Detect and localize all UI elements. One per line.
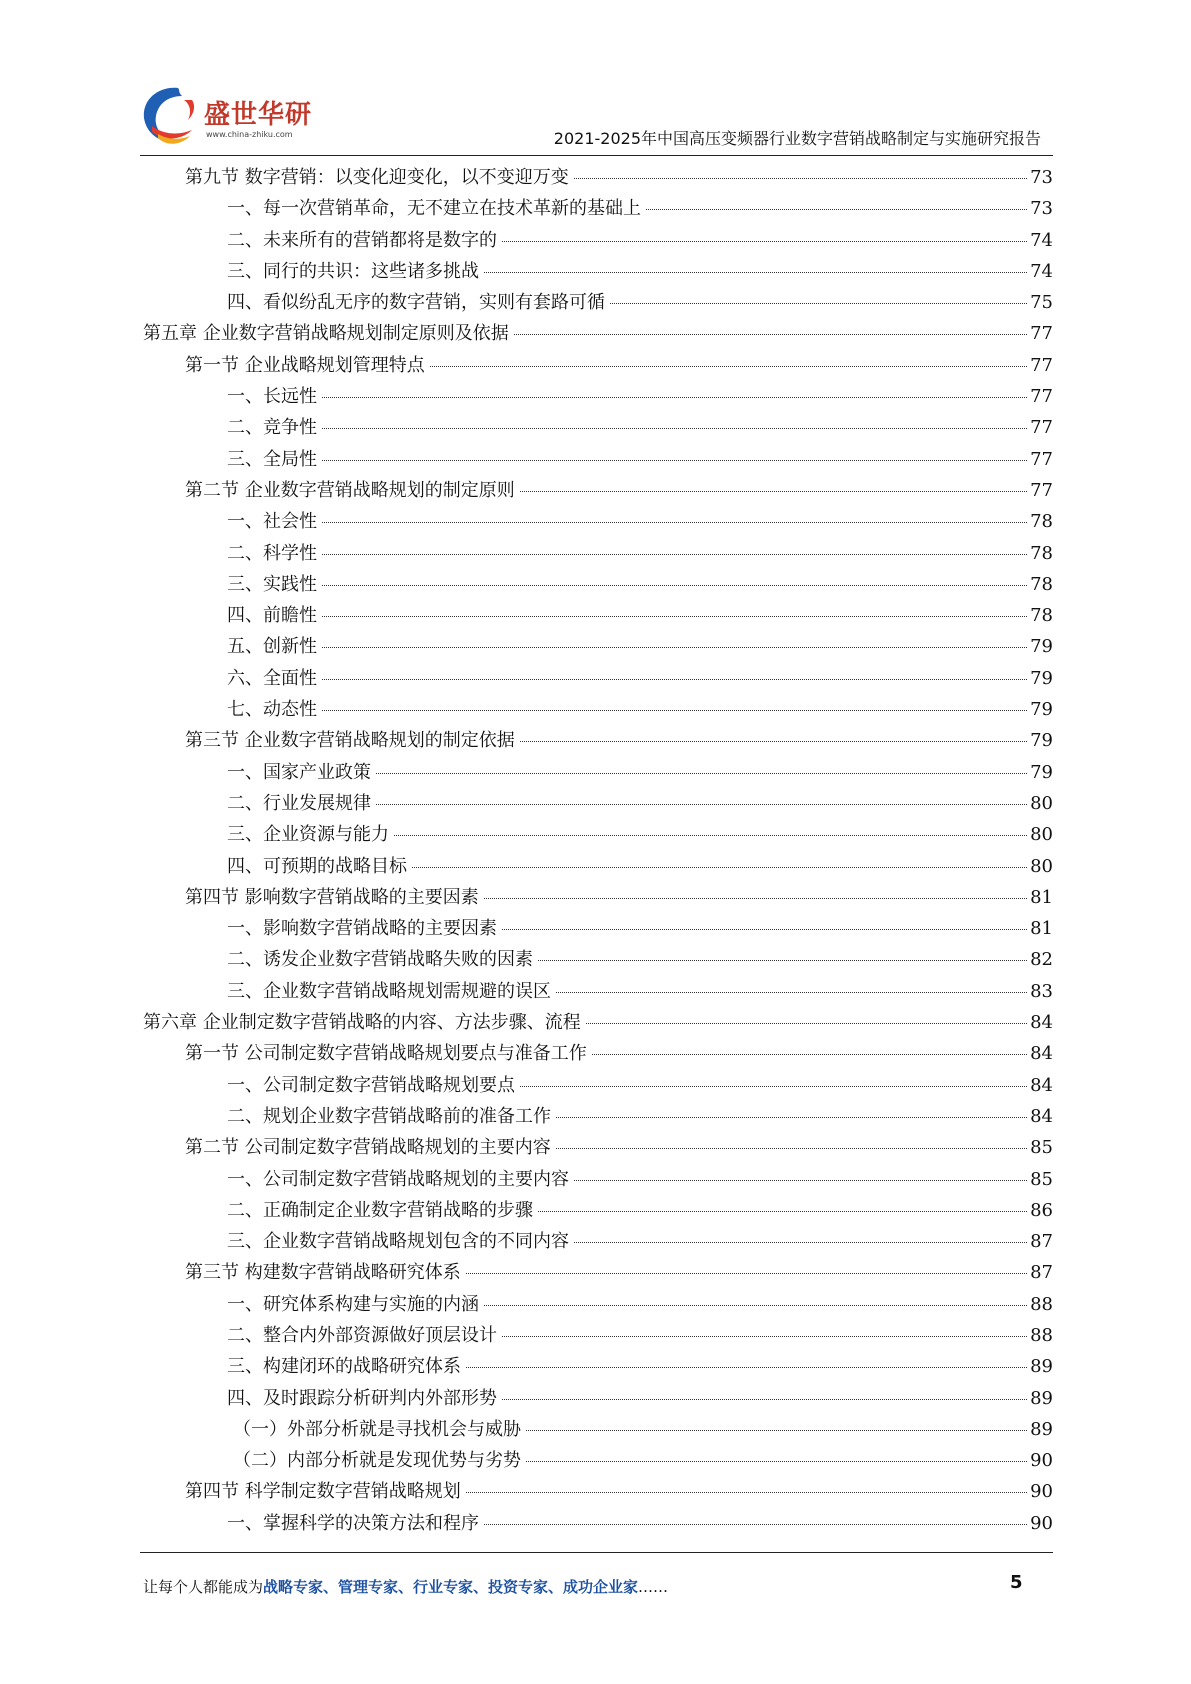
header-divider [140, 155, 1053, 156]
toc-entry-page: 89 [1030, 1387, 1053, 1409]
toc-entry-page: 82 [1030, 949, 1053, 971]
table-of-contents [143, 162, 1053, 1539]
toc-leader-dots [574, 178, 1027, 179]
toc-leader-dots [394, 835, 1027, 836]
toc-entry[interactable] [143, 412, 1053, 443]
toc-leader-dots [322, 679, 1027, 680]
toc-entry-title: 第一节 企业战略规划管理特点 [185, 354, 425, 376]
toc-leader-dots [466, 1273, 1027, 1274]
toc-leader-dots [322, 585, 1027, 586]
toc-entry-page: 88 [1030, 1324, 1053, 1346]
toc-entry[interactable] [143, 1445, 1053, 1476]
toc-entry-title: 四、前瞻性 [227, 605, 317, 627]
toc-entry-page: 84 [1030, 1074, 1053, 1096]
toc-entry[interactable] [143, 1320, 1053, 1351]
toc-entry-title: 三、全局性 [227, 448, 317, 470]
toc-entry-page: 75 [1030, 292, 1053, 314]
toc-leader-dots [502, 929, 1027, 930]
toc-entry[interactable] [143, 663, 1053, 694]
toc-leader-dots [376, 773, 1027, 774]
toc-entry-page: 79 [1030, 699, 1053, 721]
toc-entry-page: 84 [1030, 1043, 1053, 1065]
toc-entry-page: 78 [1030, 511, 1053, 533]
toc-entry-title: 一、研究体系构建与实施的内涵 [227, 1293, 479, 1315]
toc-entry-title: 三、同行的共识：这些诸多挑战 [227, 260, 479, 282]
toc-entry-page: 84 [1030, 1105, 1053, 1127]
toc-entry-title: 第九节 数字营销：以变化迎变化，以不变迎万变 [185, 167, 569, 188]
toc-entry-page: 79 [1030, 730, 1053, 752]
toc-entry-title: 四、看似纷乱无序的数字营销，实则有套路可循 [227, 292, 605, 314]
toc-leader-dots [520, 1086, 1027, 1087]
toc-leader-dots [322, 554, 1027, 555]
toc-entry-title: 第三节 构建数字营销战略研究体系 [185, 1262, 461, 1284]
slogan-prefix: 让每个人都能成为 [143, 1578, 264, 1596]
toc-entry[interactable] [143, 1289, 1053, 1320]
toc-leader-dots [502, 241, 1027, 242]
toc-entry-page: 87 [1030, 1231, 1053, 1253]
toc-entry-page: 86 [1030, 1199, 1053, 1221]
toc-entry-title: 第四节 科学制定数字营销战略规划 [185, 1481, 461, 1503]
toc-entry[interactable] [143, 757, 1053, 788]
toc-entry[interactable] [143, 162, 1053, 193]
toc-leader-dots [484, 1305, 1027, 1306]
toc-leader-dots [322, 616, 1027, 617]
toc-leader-dots [412, 867, 1027, 868]
toc-entry[interactable] [143, 444, 1053, 475]
toc-leader-dots [526, 1430, 1027, 1431]
toc-entry-title: 三、企业数字营销战略规划包含的不同内容 [227, 1231, 569, 1253]
toc-entry-page: 77 [1030, 323, 1053, 345]
toc-leader-dots [322, 428, 1027, 429]
toc-leader-dots [556, 1148, 1027, 1149]
toc-entry-title: 二、竞争性 [227, 417, 317, 439]
toc-leader-dots [592, 1054, 1027, 1055]
toc-leader-dots [556, 992, 1027, 993]
toc-entry[interactable] [143, 569, 1053, 600]
toc-entry-title: 二、行业发展规律 [227, 792, 371, 814]
toc-entry-page: 85 [1030, 1137, 1053, 1159]
toc-leader-dots [538, 1211, 1027, 1212]
slogan-suffix: …… [638, 1578, 669, 1596]
toc-leader-dots [646, 209, 1027, 210]
toc-entry[interactable] [143, 475, 1053, 506]
toc-entry-title: 一、公司制定数字营销战略规划要点 [227, 1074, 515, 1096]
toc-entry-page: 83 [1030, 980, 1053, 1002]
toc-entry[interactable] [143, 538, 1053, 569]
toc-entry-title: 第五章 企业数字营销战略规划制定原则及依据 [143, 323, 509, 345]
toc-entry-page: 78 [1030, 605, 1053, 627]
toc-leader-dots [502, 1336, 1027, 1337]
toc-entry[interactable] [143, 631, 1053, 662]
toc-entry[interactable] [143, 225, 1053, 256]
logo-url: www.china-zhiku.com [206, 130, 293, 139]
toc-entry-title: 三、企业资源与能力 [227, 824, 389, 846]
toc-entry[interactable] [143, 1101, 1053, 1132]
toc-entry[interactable] [143, 882, 1053, 913]
toc-entry-page: 74 [1030, 260, 1053, 282]
footer-divider [140, 1552, 1053, 1553]
toc-entry[interactable] [143, 381, 1053, 412]
toc-entry[interactable] [143, 1070, 1053, 1101]
toc-entry[interactable] [143, 1164, 1053, 1195]
toc-entry[interactable] [143, 1038, 1053, 1069]
toc-entry-page: 85 [1030, 1168, 1053, 1190]
toc-entry-title: 一、掌握科学的决策方法和程序 [227, 1512, 479, 1534]
toc-entry-title: 三、企业数字营销战略规划需规避的误区 [227, 980, 551, 1002]
toc-entry-page: 80 [1030, 792, 1053, 814]
toc-entry[interactable] [143, 350, 1053, 381]
toc-entry-title: 一、公司制定数字营销战略规划的主要内容 [227, 1168, 569, 1190]
toc-entry-page: 89 [1030, 1356, 1053, 1378]
toc-entry-title: 三、构建闭环的战略研究体系 [227, 1356, 461, 1378]
toc-entry-title: （二）内部分析就是发现优势与劣势 [233, 1450, 521, 1472]
toc-entry-page: 77 [1030, 386, 1053, 408]
toc-entry-page: 81 [1030, 886, 1053, 908]
page-number: 5 [1010, 1572, 1023, 1593]
toc-leader-dots [502, 1399, 1027, 1400]
toc-entry-page: 77 [1030, 354, 1053, 376]
toc-entry[interactable] [143, 694, 1053, 725]
toc-entry-title: 四、可预期的战略目标 [227, 855, 407, 877]
toc-entry[interactable] [143, 851, 1053, 882]
toc-entry-page: 80 [1030, 824, 1053, 846]
toc-leader-dots [322, 397, 1027, 398]
toc-entry-title: 二、诱发企业数字营销战略失败的因素 [227, 949, 533, 971]
toc-entry[interactable] [143, 913, 1053, 944]
toc-leader-dots [466, 1492, 1027, 1493]
toc-entry-title: 第四节 影响数字营销战略的主要因素 [185, 886, 479, 908]
toc-entry[interactable] [143, 256, 1053, 287]
toc-entry[interactable] [143, 600, 1053, 631]
toc-entry-title: 二、整合内外部资源做好顶层设计 [227, 1324, 497, 1346]
toc-entry[interactable] [143, 819, 1053, 850]
toc-entry-page: 81 [1030, 918, 1053, 940]
toc-entry-title: 六、全面性 [227, 667, 317, 689]
toc-entry-title: 七、动态性 [227, 699, 317, 721]
toc-leader-dots [514, 334, 1027, 335]
toc-entry[interactable] [143, 1195, 1053, 1226]
logo-text: 盛世华研 [204, 100, 313, 130]
toc-entry-page: 79 [1030, 667, 1053, 689]
toc-entry[interactable] [143, 1351, 1053, 1382]
toc-entry-title: 第六章 企业制定数字营销战略的内容、方法步骤、流程 [143, 1012, 581, 1034]
toc-leader-dots [484, 272, 1027, 273]
toc-entry-title: 二、正确制定企业数字营销战略的步骤 [227, 1199, 533, 1221]
toc-entry-title: 二、未来所有的营销都将是数字的 [227, 229, 497, 251]
toc-entry[interactable] [143, 1226, 1053, 1257]
toc-entry[interactable] [143, 1132, 1053, 1163]
toc-entry-page: 79 [1030, 761, 1053, 783]
toc-leader-dots [322, 647, 1027, 648]
toc-leader-dots [526, 1461, 1027, 1462]
toc-entry-page: 73 [1030, 198, 1053, 220]
toc-leader-dots [574, 1242, 1027, 1243]
toc-entry-page: 90 [1030, 1481, 1053, 1503]
toc-leader-dots [466, 1367, 1027, 1368]
toc-entry[interactable] [143, 976, 1053, 1007]
toc-entry-page: 89 [1030, 1418, 1053, 1440]
report-title: 2021-2025年中国高压变频器行业数字营销战略制定与实施研究报告 [553, 129, 1041, 148]
toc-leader-dots [376, 804, 1027, 805]
toc-entry-page: 77 [1030, 448, 1053, 470]
toc-leader-dots [322, 460, 1027, 461]
toc-entry-page: 73 [1030, 167, 1053, 188]
toc-entry-page: 78 [1030, 542, 1053, 564]
toc-entry-page: 77 [1030, 417, 1053, 439]
toc-leader-dots [322, 522, 1027, 523]
toc-entry-page: 78 [1030, 573, 1053, 595]
toc-leader-dots [574, 1180, 1027, 1181]
toc-entry-title: 四、及时跟踪分析研判内外部形势 [227, 1387, 497, 1409]
toc-entry-title: 二、科学性 [227, 542, 317, 564]
toc-entry-page: 90 [1030, 1512, 1053, 1534]
toc-entry-page: 80 [1030, 855, 1053, 877]
toc-leader-dots [586, 1023, 1027, 1024]
page-header [0, 0, 1191, 160]
toc-entry-title: 一、每一次营销革命，无不建立在技术革新的基础上 [227, 198, 641, 220]
toc-entry-page: 77 [1030, 479, 1053, 501]
toc-entry[interactable] [143, 1476, 1053, 1507]
slogan-highlight: 战略专家、管理专家、行业专家、投资专家、成功企业家 [263, 1578, 639, 1596]
toc-entry-page: 74 [1030, 229, 1053, 251]
toc-entry-title: 一、影响数字营销战略的主要因素 [227, 918, 497, 940]
toc-entry-title: 三、实践性 [227, 573, 317, 595]
toc-entry-page: 87 [1030, 1262, 1053, 1284]
footer-slogan [143, 1576, 668, 1597]
toc-entry[interactable] [143, 944, 1053, 975]
toc-entry-page: 90 [1030, 1450, 1053, 1472]
toc-leader-dots [484, 1524, 1027, 1525]
toc-entry[interactable] [143, 193, 1053, 224]
toc-leader-dots [520, 491, 1027, 492]
toc-leader-dots [538, 960, 1027, 961]
toc-entry[interactable] [143, 788, 1053, 819]
toc-entry-title: 第二节 公司制定数字营销战略规划的主要内容 [185, 1137, 551, 1159]
toc-entry-title: 一、社会性 [227, 511, 317, 533]
toc-entry[interactable] [143, 1257, 1053, 1288]
toc-entry[interactable] [143, 1383, 1053, 1414]
toc-entry-title: 五、创新性 [227, 636, 317, 658]
toc-entry[interactable] [143, 1007, 1053, 1038]
logo-swoosh-icon [138, 82, 204, 150]
toc-entry-page: 88 [1030, 1293, 1053, 1315]
toc-entry[interactable] [143, 318, 1053, 349]
toc-entry-title: 第二节 企业数字营销战略规划的制定原则 [185, 479, 515, 501]
toc-entry-title: 第一节 公司制定数字营销战略规划要点与准备工作 [185, 1043, 587, 1065]
toc-entry-title: （一）外部分析就是寻找机会与威胁 [233, 1418, 521, 1440]
toc-entry[interactable] [143, 506, 1053, 537]
toc-entry-title: 一、长远性 [227, 386, 317, 408]
toc-leader-dots [556, 1117, 1027, 1118]
toc-entry-page: 84 [1030, 1012, 1053, 1034]
toc-entry-title: 二、规划企业数字营销战略前的准备工作 [227, 1105, 551, 1127]
toc-entry[interactable] [143, 725, 1053, 756]
toc-entry[interactable] [143, 1508, 1053, 1539]
toc-entry-title: 一、国家产业政策 [227, 761, 371, 783]
toc-entry-title: 第三节 企业数字营销战略规划的制定依据 [185, 730, 515, 752]
toc-leader-dots [430, 366, 1027, 367]
company-logo [138, 82, 338, 150]
toc-entry[interactable] [143, 1414, 1053, 1445]
toc-leader-dots [322, 710, 1027, 711]
toc-entry[interactable] [143, 287, 1053, 318]
toc-leader-dots [520, 741, 1027, 742]
toc-entry-page: 79 [1030, 636, 1053, 658]
toc-leader-dots [484, 898, 1027, 899]
toc-leader-dots [610, 303, 1027, 304]
